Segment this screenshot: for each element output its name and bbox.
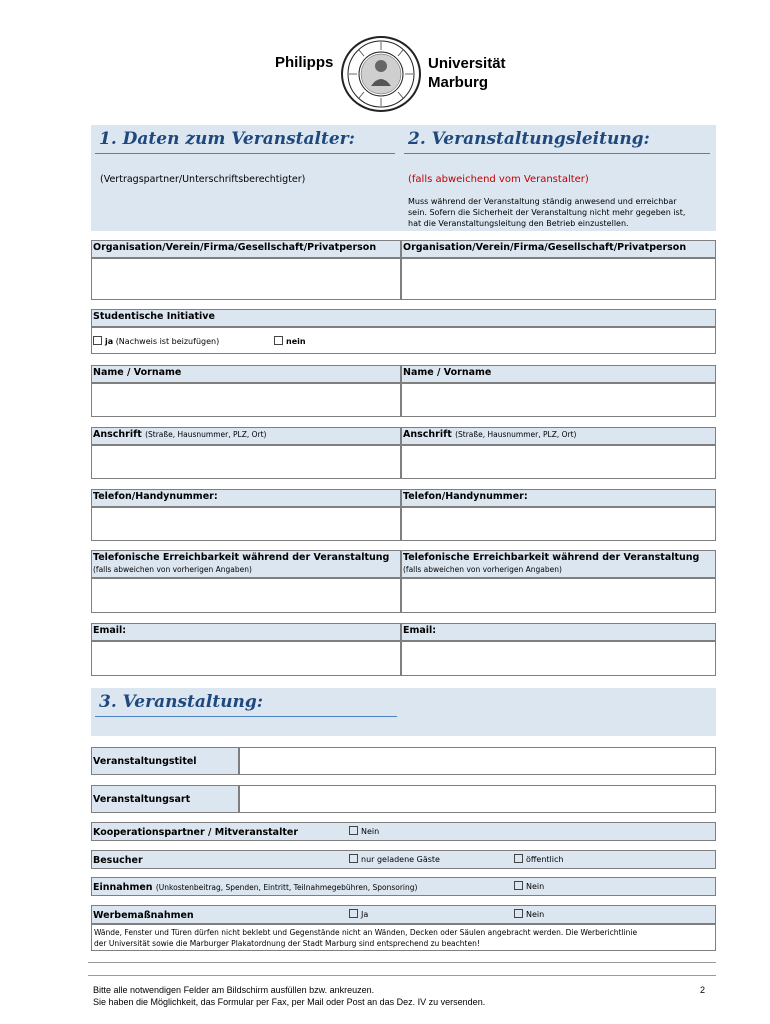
- veranstaltungstitel-input[interactable]: [239, 747, 716, 775]
- erreichbarkeit-input-1[interactable]: [91, 578, 401, 613]
- kooperation-label: Kooperationspartner / Mitveranstalter: [93, 827, 299, 838]
- footer-top-rule: [88, 962, 716, 963]
- einnahmen-note: (Unkostenbeitrag, Spenden, Eintritt, Teilnahmegebühren, Sponsoring): [155, 883, 418, 892]
- werbung-ja-checkbox[interactable]: [349, 909, 368, 919]
- page-number: 2: [700, 985, 706, 995]
- erreichbarkeit-input-2[interactable]: [401, 578, 716, 613]
- veranstaltungsart-input[interactable]: [239, 785, 716, 813]
- section3-title: 3. Veranstaltung:: [99, 692, 264, 712]
- anschrift-text: Anschrift: [93, 429, 142, 440]
- werbung-note: [91, 924, 716, 951]
- checkbox-icon: [349, 826, 358, 835]
- section1-underline: [95, 153, 395, 154]
- email-input-2[interactable]: [401, 641, 716, 676]
- veranstaltungsart-label: Veranstaltungsart: [91, 785, 239, 813]
- ja-label: ja: [105, 337, 114, 346]
- email-label-2: Email:: [401, 623, 716, 641]
- einnahmen-label: Einnahmen: [93, 882, 153, 893]
- email-label-1: Email:: [91, 623, 401, 641]
- checkbox-icon: [349, 854, 358, 863]
- footer-rule: [88, 975, 716, 976]
- checkbox-icon: [514, 909, 523, 918]
- werbung-nein-label: Nein: [526, 910, 545, 919]
- footer-line: Sie haben die Möglichkeit, das Formular per Fax, per Mail oder Post an das Dez. IV zu versenden.: [93, 997, 486, 1007]
- section2-subtitle: (falls abweichend vom Veranstalter): [408, 174, 589, 185]
- logo-text-universitaet: Universität: [428, 55, 506, 72]
- einnahmen-row: [91, 877, 716, 896]
- erreichbarkeit-text: Telefonische Erreichbarkeit während der Veranstaltung: [93, 552, 390, 563]
- werbung-row: [91, 905, 716, 924]
- studentische-initiative-label: Studentische Initiative: [91, 309, 716, 327]
- telefon-input-1[interactable]: [91, 507, 401, 541]
- einnahmen-nein-label: Nein: [526, 882, 545, 891]
- checkbox-icon: [93, 336, 102, 345]
- logo-text-marburg: Marburg: [428, 74, 488, 91]
- section2-note: [408, 196, 708, 229]
- email-input-1[interactable]: [91, 641, 401, 676]
- university-seal-icon: [341, 36, 421, 112]
- besucher-geladen-label: nur geladene Gäste: [361, 855, 440, 864]
- erreichbarkeit-label-1: [91, 550, 401, 578]
- section2-title: 2. Veranstaltungsleitung:: [408, 129, 650, 149]
- organisation-label-2: Organisation/Verein/Firma/Gesellschaft/Privatperson: [401, 240, 716, 258]
- erreichbarkeit-note: (falls abweichen von vorherigen Angaben): [403, 565, 562, 574]
- name-input-1[interactable]: [91, 383, 401, 417]
- veranstaltungstitel-label: Veranstaltungstitel: [91, 747, 239, 775]
- organisation-label-1: Organisation/Verein/Firma/Gesellschaft/Privatperson: [91, 240, 401, 258]
- ja-checkbox[interactable]: [93, 336, 219, 346]
- kooperation-row: [91, 822, 716, 841]
- anschrift-note: (Straße, Hausnummer, PLZ, Ort): [145, 430, 267, 439]
- besucher-label: Besucher: [93, 855, 143, 866]
- werbung-ja-label: Ja: [361, 910, 369, 919]
- erreichbarkeit-label-2: [401, 550, 716, 578]
- section1-subtitle: (Vertragspartner/Unterschriftsberechtigter): [100, 174, 306, 185]
- kooperation-nein-label: Nein: [361, 827, 380, 836]
- note-line: hat die Veranstaltungsleitung den Betrieb einzustellen.: [408, 219, 629, 228]
- checkbox-icon: [349, 909, 358, 918]
- checkbox-icon: [514, 854, 523, 863]
- erreichbarkeit-note: (falls abweichen von vorherigen Angaben): [93, 565, 252, 574]
- logo-text-university: [428, 54, 506, 92]
- anschrift-input-1[interactable]: [91, 445, 401, 479]
- logo-text-philipps: Philipps: [275, 54, 334, 71]
- name-label-1: Name / Vorname: [91, 365, 401, 383]
- checkbox-icon: [514, 881, 523, 890]
- note-line: Muss während der Veranstaltung ständig anwesend und erreichbar: [408, 197, 677, 206]
- werbung-note-line: der Universität sowie die Marburger Plakatordnung der Stadt Marburg sind entsprechend zu beachten!: [94, 939, 480, 948]
- anschrift-note: (Straße, Hausnummer, PLZ, Ort): [455, 430, 577, 439]
- anschrift-label-2: [401, 427, 716, 445]
- anschrift-text: Anschrift: [403, 429, 452, 440]
- organisation-input-1[interactable]: [91, 258, 401, 300]
- telefon-input-2[interactable]: [401, 507, 716, 541]
- anschrift-label-1: [91, 427, 401, 445]
- organisation-input-2[interactable]: [401, 258, 716, 300]
- erreichbarkeit-text: Telefonische Erreichbarkeit während der Veranstaltung: [403, 552, 700, 563]
- footer-line: Bitte alle notwendigen Felder am Bildschirm ausfüllen bzw. ankreuzen.: [93, 985, 375, 995]
- ja-note: (Nachweis ist beizufügen): [115, 337, 220, 346]
- besucher-oeffentlich-label: öffentlich: [526, 855, 564, 864]
- kooperation-nein-checkbox[interactable]: [349, 826, 379, 836]
- name-input-2[interactable]: [401, 383, 716, 417]
- checkbox-icon: [274, 336, 283, 345]
- werbung-nein-checkbox[interactable]: [514, 909, 544, 919]
- besucher-oeffentlich-checkbox[interactable]: [514, 854, 563, 864]
- telefon-label-2: Telefon/Handynummer:: [401, 489, 716, 507]
- telefon-label-1: Telefon/Handynummer:: [91, 489, 401, 507]
- note-line: sein. Sofern die Sicherheit der Veranstaltung nicht mehr gegeben ist,: [408, 208, 686, 217]
- nein-checkbox[interactable]: [274, 336, 306, 346]
- nein-label: nein: [286, 337, 306, 346]
- einnahmen-nein-checkbox[interactable]: [514, 881, 544, 891]
- footer-text: [93, 984, 485, 1008]
- besucher-geladen-checkbox[interactable]: [349, 854, 440, 864]
- werbung-label: Werbemaßnahmen: [93, 910, 194, 921]
- section3-underline: [95, 716, 397, 717]
- section1-title: 1. Daten zum Veranstalter:: [99, 129, 355, 149]
- werbung-note-line: Wände, Fenster und Türen dürfen nicht beklebt und Gegenstände nicht an Wänden, Decken oder Säulen angebracht werden. Die Werberichtlinie: [94, 928, 638, 937]
- anschrift-input-2[interactable]: [401, 445, 716, 479]
- section2-underline: [404, 153, 710, 154]
- name-label-2: Name / Vorname: [401, 365, 716, 383]
